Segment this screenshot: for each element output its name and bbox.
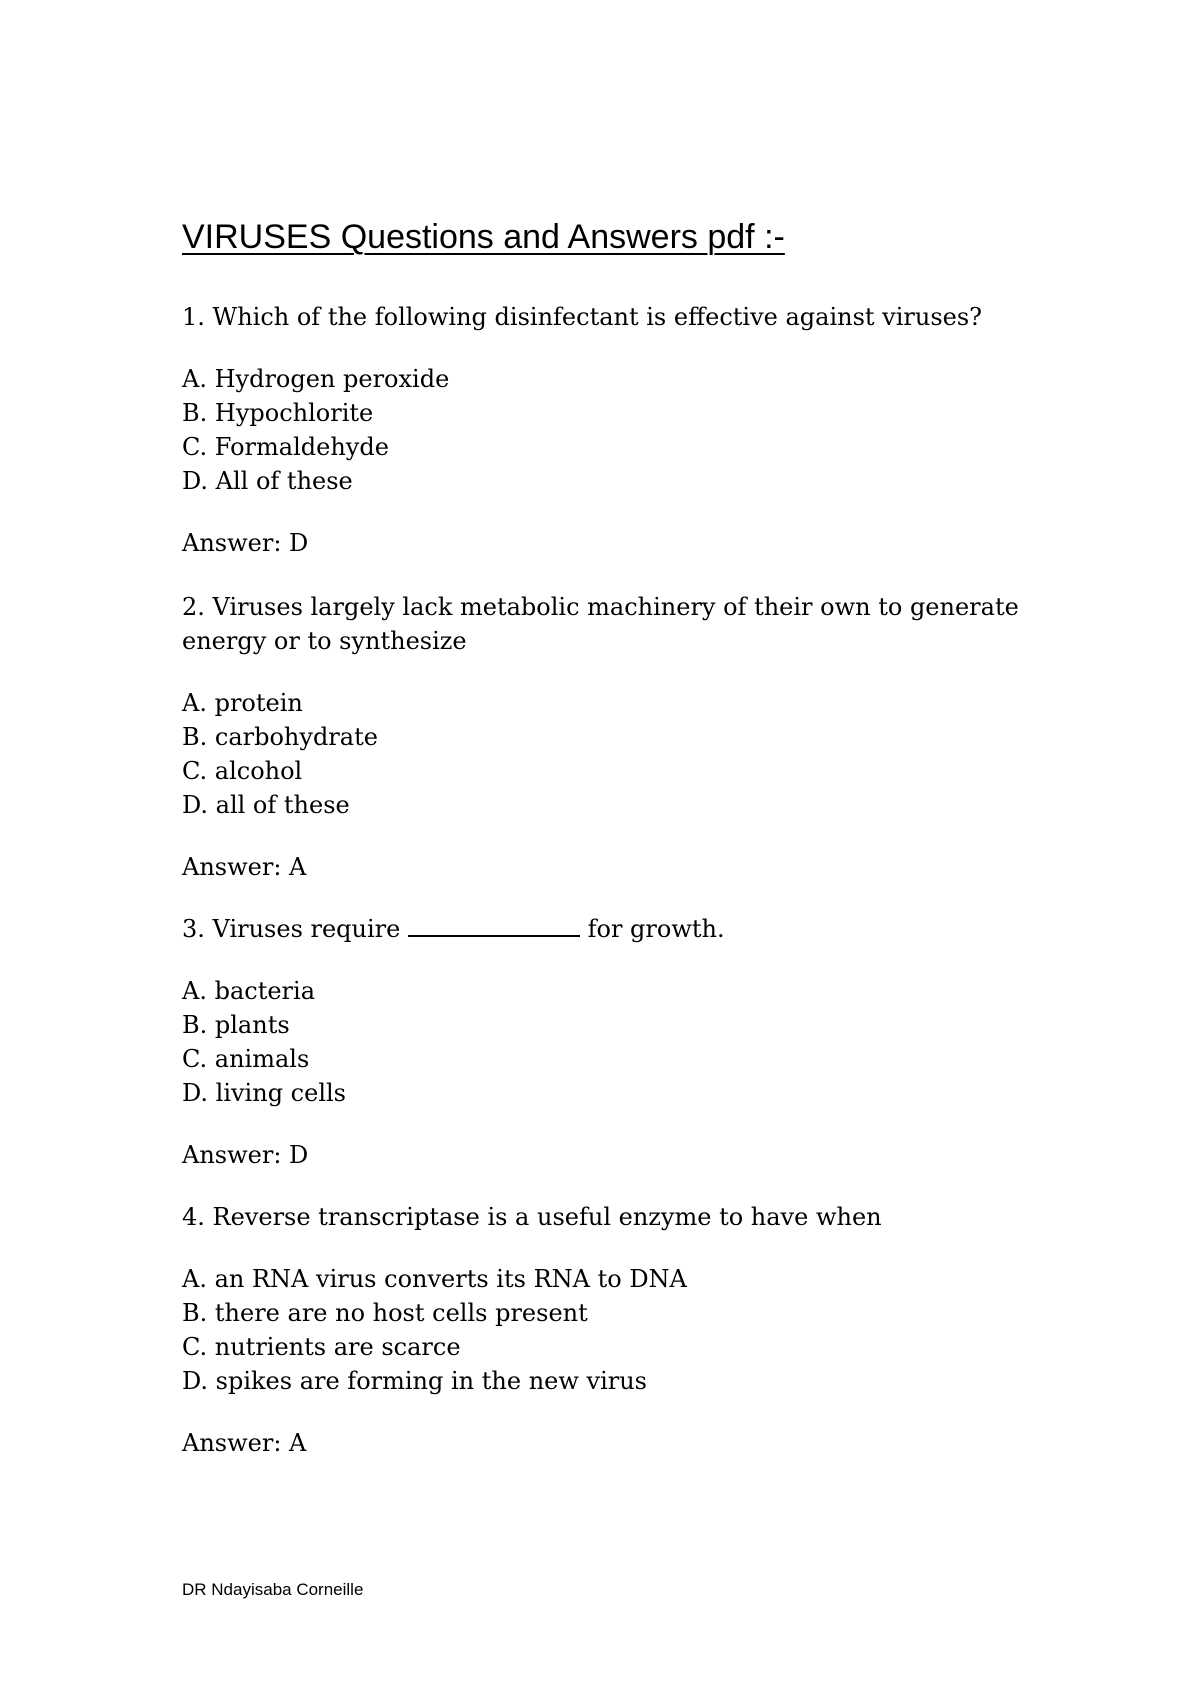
question-1-option-d: D. All of these [182,467,353,495]
page-title: VIRUSES Questions and Answers pdf :- [182,218,785,256]
question-3-option-b: B. plants [182,1011,290,1039]
question-2-option-d: D. all of these [182,791,350,819]
question-2-answer: Answer: A [182,853,307,881]
question-4-option-c: C. nutrients are scarce [182,1333,461,1361]
question-3-option-a: A. bacteria [182,977,316,1005]
question-2-option-b: B. carbohydrate [182,723,378,751]
question-3-answer: Answer: D [182,1141,309,1169]
question-2-text [182,590,1019,658]
question-2-text-line1: 2. Viruses largely lack metabolic machinery of their own to generate [182,593,1019,621]
question-1-option-c: C. Formaldehyde [182,433,389,461]
question-4-option-d: D. spikes are forming in the new virus [182,1367,647,1395]
question-2-option-a: A. protein [182,689,303,717]
question-2-options [182,686,378,822]
question-4-option-a: A. an RNA virus converts its RNA to DNA [182,1265,687,1293]
fill-in-blank [408,913,580,937]
question-3-option-d: D. living cells [182,1079,346,1107]
question-3-option-c: C. animals [182,1045,310,1073]
question-1-option-a: A. Hydrogen peroxide [182,365,450,393]
question-4-answer: Answer: A [182,1429,307,1457]
question-4-option-b: B. there are no host cells present [182,1299,588,1327]
question-2-option-c: C. alcohol [182,757,303,785]
question-3-options [182,974,346,1110]
question-2-text-line2: energy or to synthesize [182,627,467,655]
question-1-answer: Answer: D [182,529,309,557]
question-1-option-b: B. Hypochlorite [182,399,374,427]
question-3-text-before: 3. Viruses require [182,915,408,943]
question-3-text-after: for growth. [579,915,725,943]
question-4-text: 4. Reverse transcriptase is a useful enzyme to have when [182,1203,882,1231]
question-1-options [182,362,449,498]
page-footer-author: DR Ndayisaba Corneille [182,1580,364,1599]
question-4-options [182,1262,687,1398]
question-3-text [182,912,725,946]
question-1-text: 1. Which of the following disinfectant is effective against viruses? [182,303,983,331]
